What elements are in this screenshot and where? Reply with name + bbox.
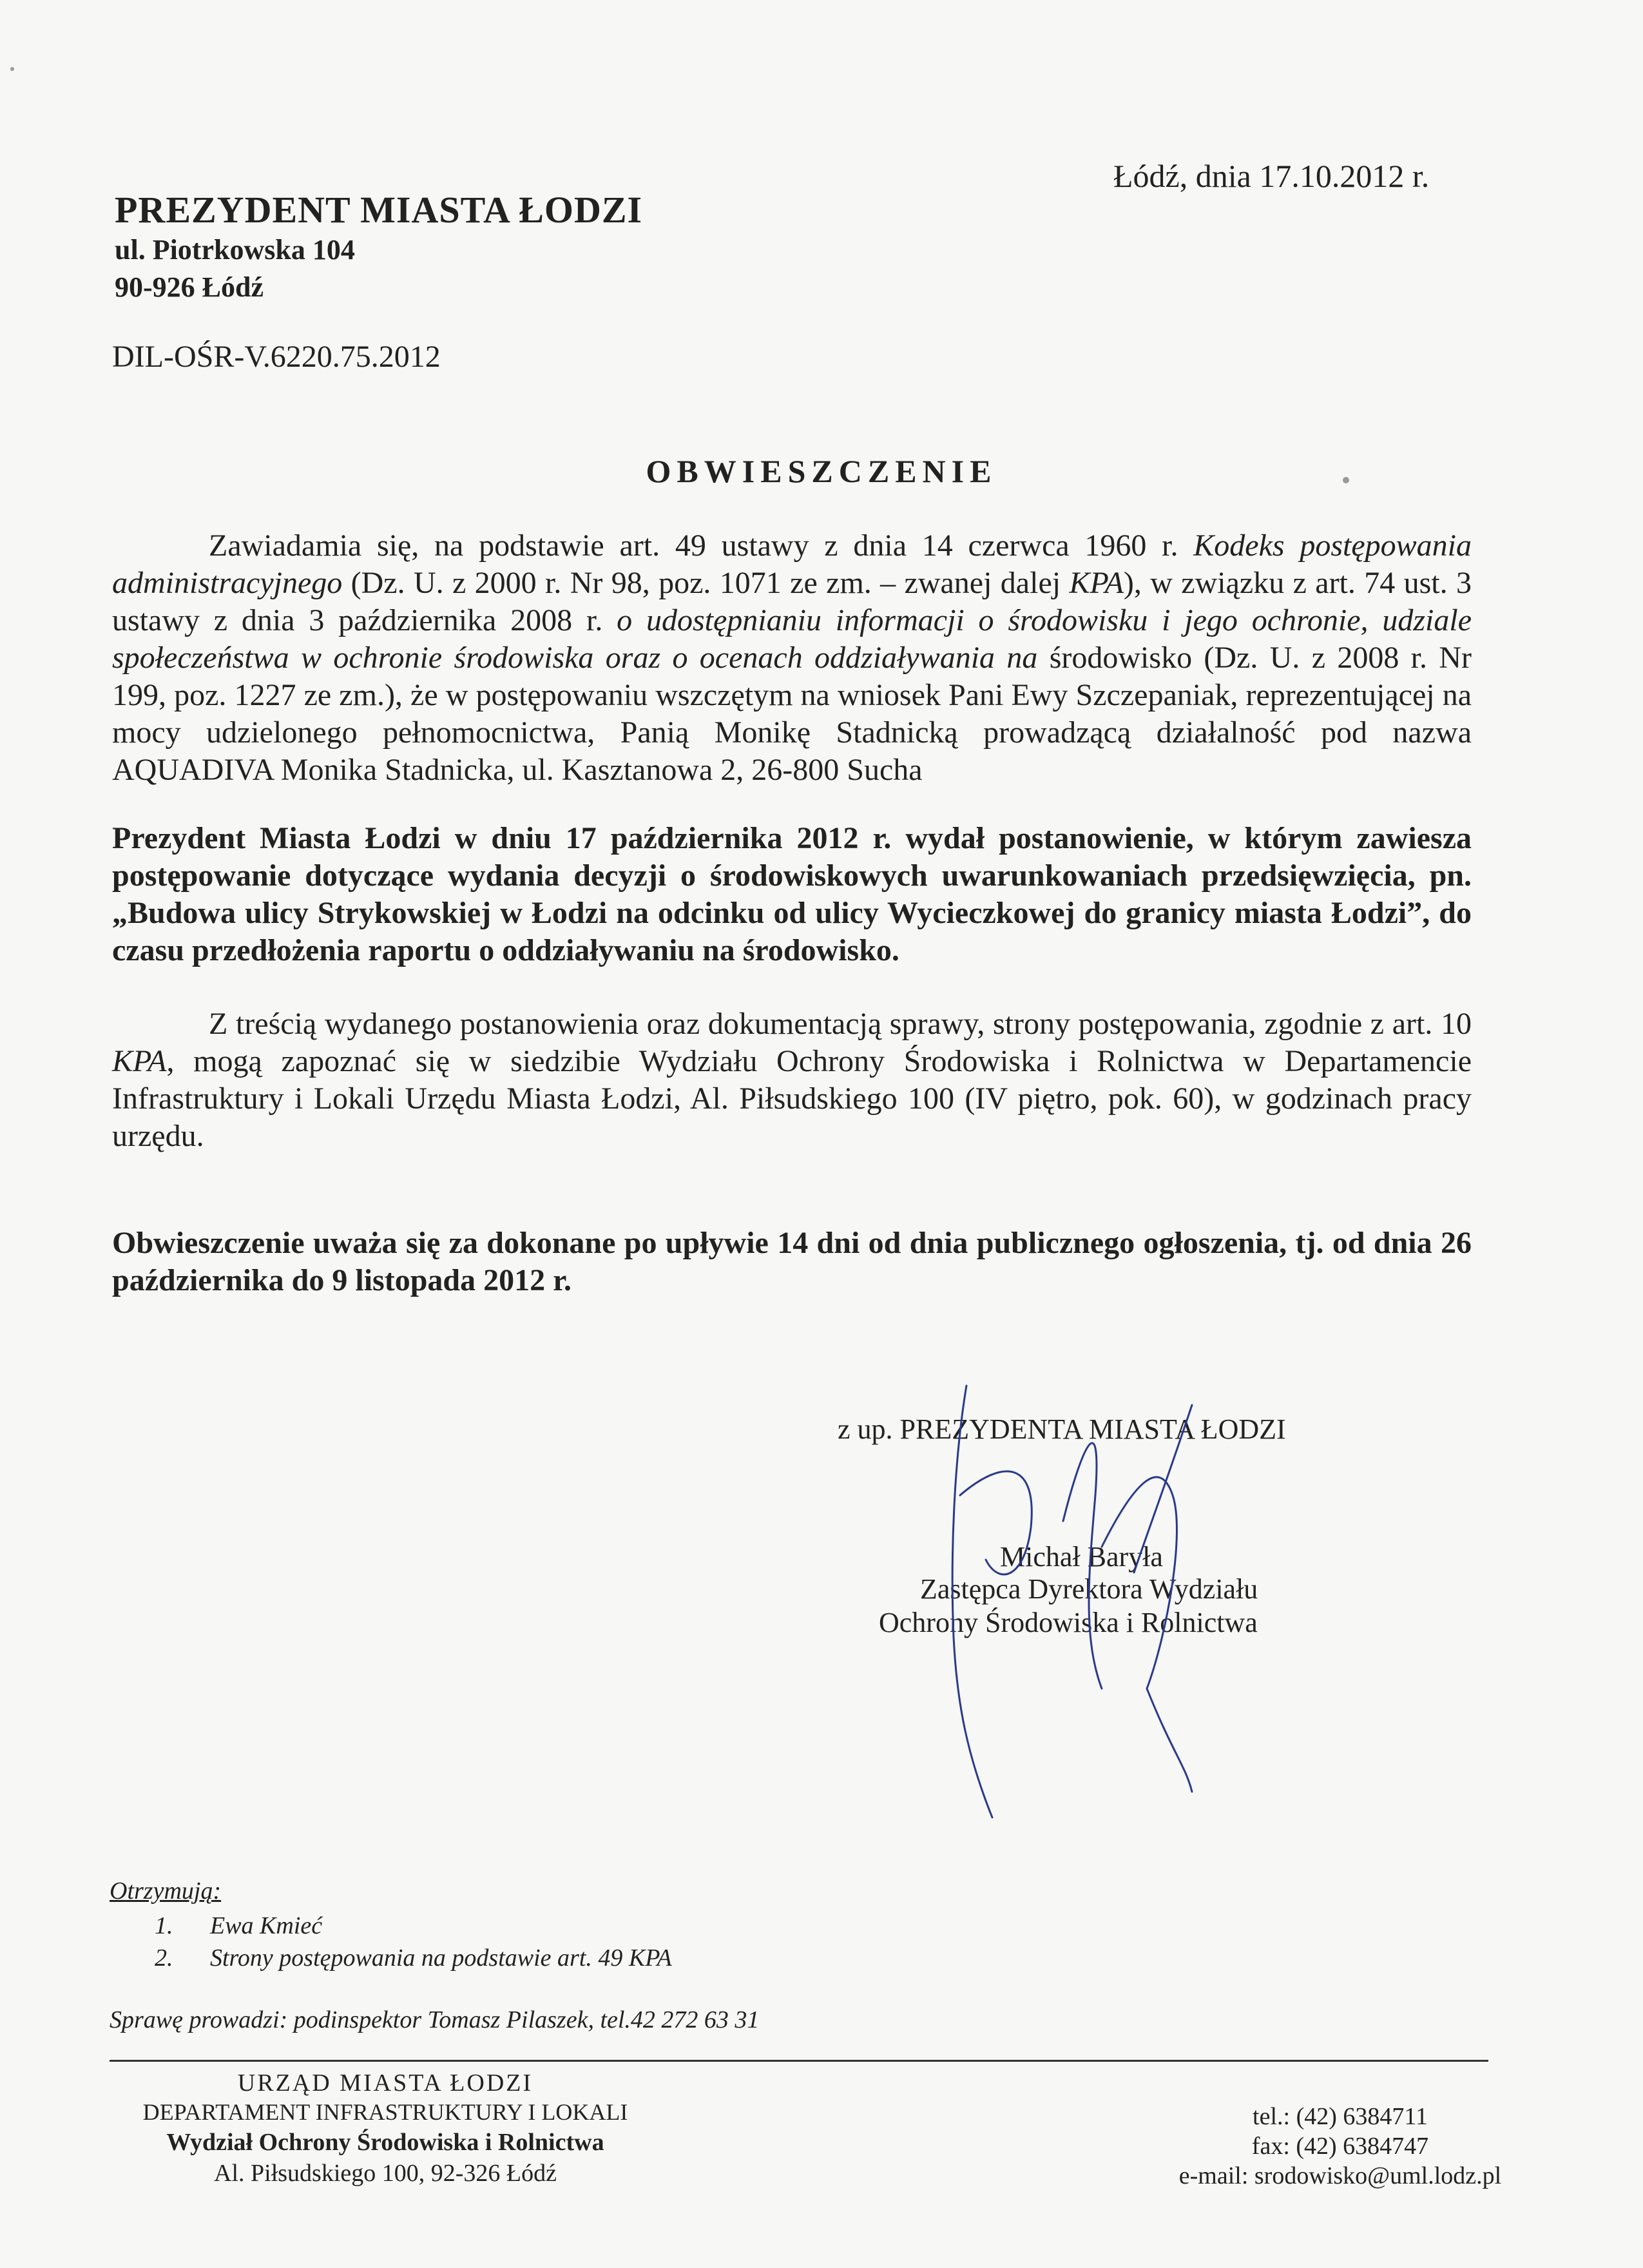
p3-text-2: , mogą zapoznać się w siedzibie Wydziału Ochrony Środowiska i Rolnictwa w Departamencie Infrastruktury i Lokali Urzędu Miasta Łodzi, Al. Piłsudskiego 100 (IV piętro, pok. 60), w godzinach pracy urzędu. xyxy=(112,1044,1472,1153)
footer-office: URZĄD MIASTA ŁODZI xyxy=(237,2069,533,2097)
p1-text-2: (Dz. U. z 2000 r. Nr 98, poz. 1071 ze zm. – zwanej dalej xyxy=(342,566,1070,600)
signatory-position-2: Ochrony Środowiska i Rolnictwa xyxy=(879,1607,1258,1638)
paragraph-access xyxy=(112,1005,1472,1155)
p1-text-1: Zawiadamia się, na podstawie art. 49 ustawy z dnia 14 czerwca 1960 r. xyxy=(209,528,1194,563)
p3-italic-1: KPA xyxy=(112,1044,167,1078)
signature-stroke xyxy=(1147,1689,1192,1792)
p1-italic-2: KPA xyxy=(1069,566,1124,600)
p1-text-4: środowisko (Dz. U. z 2008 r. Nr 199, poz. 1227 ze zm.), że w postępowaniu wszczętym na wniosek Pani Ewy Szczepaniak, reprezentującej na mocy udzielonego pełnomocnictwa, Panią Monikę Stadnicką prowadzącą działalność pod nazwa AQUADIVA Monika Stadnicka, ul. Kasztanowa 2, 26-800 Sucha xyxy=(112,641,1472,787)
signature-stroke xyxy=(1134,1405,1192,1573)
p1-text-3: ), w związku z art. 74 ust. 3 ustawy z dnia 3 października 2008 r. xyxy=(112,566,1472,637)
footer-divider xyxy=(110,2060,1488,2062)
issuer-title: PREZYDENT MIASTA ŁODZI xyxy=(115,189,643,231)
signatory-position-1: Zastępca Dyrektora Wydziału xyxy=(920,1573,1258,1605)
recipient-text: Strony postępowania na podstawie art. 49 KPA xyxy=(210,1944,672,1972)
recipient-number: 1. xyxy=(155,1912,173,1939)
p1-italic-3: o udostępnianiu informacji o środowisku i jego ochronie, udziale społeczeństwa w ochronie środowiska oraz o ocenach oddziaływania na xyxy=(112,603,1472,675)
paragraph-effective: Obwieszczenie uważa się za dokonane po upływie 14 dni od dnia publicznego ogłoszenia, tj. od dnia 26 października do 9 listopada 2012 r. xyxy=(112,1226,1472,1297)
signatory-name: Michał Baryła xyxy=(1000,1541,1163,1573)
signature-stroke xyxy=(1102,1477,1177,1689)
signature-stroke xyxy=(952,1386,992,1817)
case-handler: Sprawę prowadzi: podinspektor Tomasz Pilaszek, tel.42 272 63 31 xyxy=(110,2006,760,2033)
paragraph-notice xyxy=(112,527,1472,789)
footer-department: DEPARTAMENT INFRASTRUKTURY I LOKALI xyxy=(142,2099,628,2125)
footer-division: Wydział Ochrony Środowiska i Rolnictwa xyxy=(166,2129,604,2156)
recipient-item xyxy=(155,1912,322,1940)
issuer-city: 90-926 Łódź xyxy=(115,271,264,303)
handwritten-signature xyxy=(889,1366,1276,1830)
footer-fax: fax: (42) 6384747 xyxy=(1251,2133,1429,2160)
reference-number: DIL-OŚR-V.6220.75.2012 xyxy=(112,340,441,374)
scan-speck xyxy=(1343,477,1349,483)
signature-stroke xyxy=(960,1471,1032,1575)
recipients-heading: Otrzymują: xyxy=(110,1877,222,1905)
recipient-number: 2. xyxy=(155,1944,173,1972)
signature-on-behalf: z up. PREZYDENTA MIASTA ŁODZI xyxy=(838,1413,1286,1445)
scan-speck xyxy=(10,67,14,71)
footer-email: e-mail: srodowisko@uml.lodz.pl xyxy=(1178,2162,1502,2189)
paragraph-decision: Prezydent Miasta Łodzi w dniu 17 października 2012 r. wydał postanowienie, w którym zawiesza postępowanie dotyczące wydania decyzji o środowiskowych uwarunkowaniach przedsięwzięcia, pn. „Budowa ulicy Strykowskiej w Łodzi na odcinku od ulicy Wycieczkowej do granicy miasta Łodzi”, do czasu przedłożenia raportu o oddziaływaniu na środowisko. xyxy=(112,821,1472,967)
footer-address: Al. Piłsudskiego 100, 92-326 Łódź xyxy=(214,2160,557,2187)
recipient-text: Ewa Kmieć xyxy=(210,1912,323,1939)
document-title: OBWIESZCZENIE xyxy=(646,453,997,489)
footer-phone: tel.: (42) 6384711 xyxy=(1253,2103,1428,2130)
recipient-item xyxy=(155,1944,672,1972)
signature-stroke xyxy=(1063,1443,1102,1689)
document-date: Łódź, dnia 17.10.2012 r. xyxy=(1113,158,1430,194)
p1-italic-1: Kodeks postępowania administracyjnego xyxy=(112,528,1472,600)
p3-text-1: Z treścią wydanego postanowienia oraz dokumentacją sprawy, strony postępowania, zgodnie z art. 10 xyxy=(209,1007,1472,1041)
issuer-street: ul. Piotrkowska 104 xyxy=(115,234,355,266)
